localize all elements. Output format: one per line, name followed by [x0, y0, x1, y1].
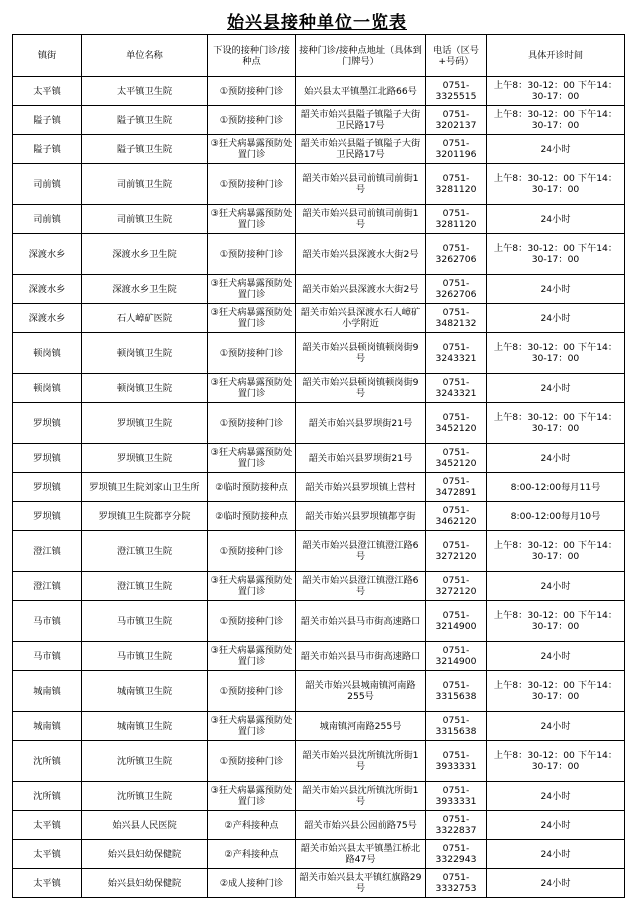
cell-hours: 24小时	[487, 374, 625, 403]
cell-unit: 隘子镇卫生院	[82, 135, 208, 164]
table-row	[13, 164, 625, 205]
cell-unit: 城南镇卫生院	[82, 712, 208, 741]
cell-clinic: ②产科接种点	[208, 840, 296, 869]
table-row	[13, 135, 625, 164]
cell-phone: 0751-3452120	[426, 403, 487, 444]
cell-address: 韶关市始兴县澄江镇澄江路6号	[296, 531, 426, 572]
cell-clinic: ③狂犬病暴露预防处置门诊	[208, 275, 296, 304]
cell-phone: 0751-3202137	[426, 106, 487, 135]
cell-hours: 8:00-12:00每月10号	[487, 502, 625, 531]
cell-clinic: ①预防接种门诊	[208, 741, 296, 782]
cell-clinic: ①预防接种门诊	[208, 106, 296, 135]
cell-clinic: ①预防接种门诊	[208, 671, 296, 712]
cell-unit: 城南镇卫生院	[82, 671, 208, 712]
cell-address: 韶关市始兴县司前镇司前街1号	[296, 164, 426, 205]
cell-clinic: ②成人接种门诊	[208, 869, 296, 898]
cell-phone: 0751-3281120	[426, 205, 487, 234]
table-row	[13, 234, 625, 275]
cell-unit: 顿岗镇卫生院	[82, 333, 208, 374]
cell-hours: 24小时	[487, 304, 625, 333]
cell-clinic: ③狂犬病暴露预防处置门诊	[208, 374, 296, 403]
cell-address: 韶关市始兴县罗坝街21号	[296, 403, 426, 444]
cell-hours: 24小时	[487, 642, 625, 671]
cell-hours: 上午8：30-12：00 下午14：30-17：00	[487, 403, 625, 444]
cell-phone: 0751-3201196	[426, 135, 487, 164]
table-row	[13, 712, 625, 741]
cell-address: 韶关市始兴县罗坝镇都亨街	[296, 502, 426, 531]
cell-phone: 0751-3325515	[426, 77, 487, 106]
table-row	[13, 572, 625, 601]
cell-unit: 罗坝镇卫生院	[82, 403, 208, 444]
cell-phone: 0751-3243321	[426, 374, 487, 403]
table-row	[13, 106, 625, 135]
cell-unit: 澄江镇卫生院	[82, 572, 208, 601]
cell-hours: 24小时	[487, 135, 625, 164]
cell-town: 罗坝镇	[13, 473, 82, 502]
cell-address: 韶关市始兴县罗坝街21号	[296, 444, 426, 473]
cell-town: 顿岗镇	[13, 374, 82, 403]
cell-address: 韶关市始兴县城南镇河南路255号	[296, 671, 426, 712]
cell-unit: 始兴县妇幼保健院	[82, 869, 208, 898]
cell-phone: 0751-3281120	[426, 164, 487, 205]
cell-address: 韶关市始兴县太平镇红旗路29号	[296, 869, 426, 898]
cell-unit: 司前镇卫生院	[82, 164, 208, 205]
cell-phone: 0751-3272120	[426, 531, 487, 572]
table-row	[13, 444, 625, 473]
cell-address: 韶关市始兴县公园前路75号	[296, 811, 426, 840]
cell-phone: 0751-3933331	[426, 741, 487, 782]
cell-address: 韶关市始兴县隘子镇隘子大街卫民路17号	[296, 106, 426, 135]
cell-address: 韶关市始兴县隘子镇隘子大街卫民路17号	[296, 135, 426, 164]
cell-town: 罗坝镇	[13, 502, 82, 531]
cell-hours: 24小时	[487, 782, 625, 811]
table-row	[13, 205, 625, 234]
cell-unit: 司前镇卫生院	[82, 205, 208, 234]
cell-hours: 24小时	[487, 572, 625, 601]
cell-town: 太平镇	[13, 840, 82, 869]
table-row	[13, 869, 625, 898]
cell-unit: 始兴县妇幼保健院	[82, 840, 208, 869]
cell-address: 韶关市始兴县司前镇司前街1号	[296, 205, 426, 234]
cell-hours: 上午8：30-12：00 下午14：30-17：00	[487, 77, 625, 106]
cell-unit: 深渡水乡卫生院	[82, 275, 208, 304]
cell-hours: 上午8：30-12：00 下午14：30-17：00	[487, 106, 625, 135]
table-row	[13, 333, 625, 374]
cell-town: 隘子镇	[13, 135, 82, 164]
cell-unit: 罗坝镇卫生院	[82, 444, 208, 473]
cell-unit: 石人嶂矿医院	[82, 304, 208, 333]
cell-clinic: ①预防接种门诊	[208, 333, 296, 374]
cell-phone: 0751-3262706	[426, 275, 487, 304]
cell-clinic: ①预防接种门诊	[208, 77, 296, 106]
header-unit: 单位名称	[82, 35, 208, 77]
cell-clinic: ③狂犬病暴露预防处置门诊	[208, 782, 296, 811]
cell-town: 城南镇	[13, 712, 82, 741]
cell-town: 澄江镇	[13, 572, 82, 601]
table-row	[13, 671, 625, 712]
cell-town: 城南镇	[13, 671, 82, 712]
cell-address: 韶关市始兴县沈所镇沈所街1号	[296, 782, 426, 811]
header-town: 镇街	[13, 35, 82, 77]
cell-unit: 太平镇卫生院	[82, 77, 208, 106]
cell-town: 深渡水乡	[13, 275, 82, 304]
cell-hours: 24小时	[487, 275, 625, 304]
cell-clinic: ③狂犬病暴露预防处置门诊	[208, 712, 296, 741]
header-hours: 具体开诊时间	[487, 35, 625, 77]
cell-address: 韶关市始兴县顿岗镇顿岗街9号	[296, 333, 426, 374]
cell-hours: 24小时	[487, 712, 625, 741]
cell-unit: 顿岗镇卫生院	[82, 374, 208, 403]
cell-unit: 沈所镇卫生院	[82, 782, 208, 811]
vaccination-units-table	[12, 34, 625, 898]
table-body	[13, 77, 625, 898]
cell-address: 韶关市始兴县马市街高速路口	[296, 642, 426, 671]
table-row	[13, 473, 625, 502]
cell-clinic: ③狂犬病暴露预防处置门诊	[208, 572, 296, 601]
header-row	[13, 35, 625, 77]
table-row	[13, 601, 625, 642]
cell-town: 太平镇	[13, 869, 82, 898]
cell-address: 韶关市始兴县沈所镇沈所街1号	[296, 741, 426, 782]
cell-town: 太平镇	[13, 811, 82, 840]
table-row	[13, 811, 625, 840]
table-row	[13, 304, 625, 333]
cell-unit: 马市镇卫生院	[82, 601, 208, 642]
cell-unit: 沈所镇卫生院	[82, 741, 208, 782]
header-clinic: 下设的接种门诊/接种点	[208, 35, 296, 77]
cell-hours: 24小时	[487, 444, 625, 473]
cell-clinic: ③狂犬病暴露预防处置门诊	[208, 135, 296, 164]
cell-phone: 0751-3933331	[426, 782, 487, 811]
cell-phone: 0751-3214900	[426, 642, 487, 671]
cell-hours: 24小时	[487, 811, 625, 840]
cell-phone: 0751-3243321	[426, 333, 487, 374]
cell-town: 罗坝镇	[13, 403, 82, 444]
cell-clinic: ①预防接种门诊	[208, 601, 296, 642]
header-phone: 电话（区号+号码）	[426, 35, 487, 77]
cell-clinic: ②临时预防接种点	[208, 502, 296, 531]
cell-town: 罗坝镇	[13, 444, 82, 473]
header-address: 接种门诊/接种点地址（具体到门牌号）	[296, 35, 426, 77]
cell-unit: 隘子镇卫生院	[82, 106, 208, 135]
cell-address: 韶关市始兴县马市街高速路口	[296, 601, 426, 642]
cell-phone: 0751-3482132	[426, 304, 487, 333]
cell-address: 城南镇河南路255号	[296, 712, 426, 741]
cell-phone: 0751-3452120	[426, 444, 487, 473]
cell-clinic: ③狂犬病暴露预防处置门诊	[208, 205, 296, 234]
cell-hours: 上午8：30-12：00 下午14：30-17：00	[487, 234, 625, 275]
table-row	[13, 502, 625, 531]
cell-unit: 澄江镇卫生院	[82, 531, 208, 572]
table-row	[13, 531, 625, 572]
cell-town: 沈所镇	[13, 782, 82, 811]
cell-hours: 24小时	[487, 205, 625, 234]
cell-hours: 上午8：30-12：00 下午14：30-17：00	[487, 601, 625, 642]
cell-hours: 上午8：30-12：00 下午14：30-17：00	[487, 531, 625, 572]
cell-hours: 24小时	[487, 869, 625, 898]
cell-hours: 24小时	[487, 840, 625, 869]
cell-town: 深渡水乡	[13, 234, 82, 275]
cell-clinic: ③狂犬病暴露预防处置门诊	[208, 444, 296, 473]
cell-phone: 0751-3322943	[426, 840, 487, 869]
table-row	[13, 840, 625, 869]
cell-unit: 罗坝镇卫生院刘家山卫生所	[82, 473, 208, 502]
document-title: 始兴县接种单位一览表	[227, 13, 407, 33]
table-row	[13, 782, 625, 811]
table-row	[13, 77, 625, 106]
cell-phone: 0751-3472891	[426, 473, 487, 502]
table-row	[13, 374, 625, 403]
table-row	[13, 642, 625, 671]
cell-town: 马市镇	[13, 642, 82, 671]
cell-town: 马市镇	[13, 601, 82, 642]
cell-town: 司前镇	[13, 164, 82, 205]
cell-town: 司前镇	[13, 205, 82, 234]
cell-address: 韶关市始兴县太平镇墨江桥北路47号	[296, 840, 426, 869]
cell-address: 始兴县太平镇墨江北路66号	[296, 77, 426, 106]
cell-phone: 0751-3315638	[426, 712, 487, 741]
cell-clinic: ①预防接种门诊	[208, 531, 296, 572]
cell-unit: 马市镇卫生院	[82, 642, 208, 671]
cell-address: 韶关市始兴县罗坝镇上营村	[296, 473, 426, 502]
cell-hours: 上午8：30-12：00 下午14：30-17：00	[487, 741, 625, 782]
cell-clinic: ①预防接种门诊	[208, 403, 296, 444]
cell-town: 深渡水乡	[13, 304, 82, 333]
cell-phone: 0751-3272120	[426, 572, 487, 601]
cell-hours: 8:00-12:00每月11号	[487, 473, 625, 502]
cell-town: 隘子镇	[13, 106, 82, 135]
cell-phone: 0751-3214900	[426, 601, 487, 642]
cell-phone: 0751-3332753	[426, 869, 487, 898]
cell-phone: 0751-3315638	[426, 671, 487, 712]
cell-hours: 上午8：30-12：00 下午14：30-17：00	[487, 333, 625, 374]
cell-unit: 深渡水乡卫生院	[82, 234, 208, 275]
cell-town: 澄江镇	[13, 531, 82, 572]
cell-clinic: ①预防接种门诊	[208, 234, 296, 275]
table-row	[13, 275, 625, 304]
cell-town: 顿岗镇	[13, 333, 82, 374]
cell-unit: 罗坝镇卫生院都亨分院	[82, 502, 208, 531]
cell-phone: 0751-3462120	[426, 502, 487, 531]
cell-hours: 上午8：30-12：00 下午14：30-17：00	[487, 671, 625, 712]
cell-clinic: ③狂犬病暴露预防处置门诊	[208, 642, 296, 671]
cell-clinic: ②产科接种点	[208, 811, 296, 840]
cell-address: 韶关市始兴县深渡水石人嶂矿小学附近	[296, 304, 426, 333]
cell-phone: 0751-3262706	[426, 234, 487, 275]
cell-clinic: ②临时预防接种点	[208, 473, 296, 502]
cell-town: 太平镇	[13, 77, 82, 106]
cell-address: 韶关市始兴县澄江镇澄江路6号	[296, 572, 426, 601]
cell-clinic: ③狂犬病暴露预防处置门诊	[208, 304, 296, 333]
cell-address: 韶关市始兴县顿岗镇顿岗街9号	[296, 374, 426, 403]
cell-phone: 0751-3322837	[426, 811, 487, 840]
cell-address: 韶关市始兴县深渡水大街2号	[296, 234, 426, 275]
table-header	[13, 35, 625, 77]
cell-clinic: ①预防接种门诊	[208, 164, 296, 205]
cell-address: 韶关市始兴县深渡水大街2号	[296, 275, 426, 304]
cell-unit: 始兴县人民医院	[82, 811, 208, 840]
table-row	[13, 741, 625, 782]
cell-hours: 上午8：30-12：00 下午14：30-17：00	[487, 164, 625, 205]
cell-town: 沈所镇	[13, 741, 82, 782]
table-row	[13, 403, 625, 444]
